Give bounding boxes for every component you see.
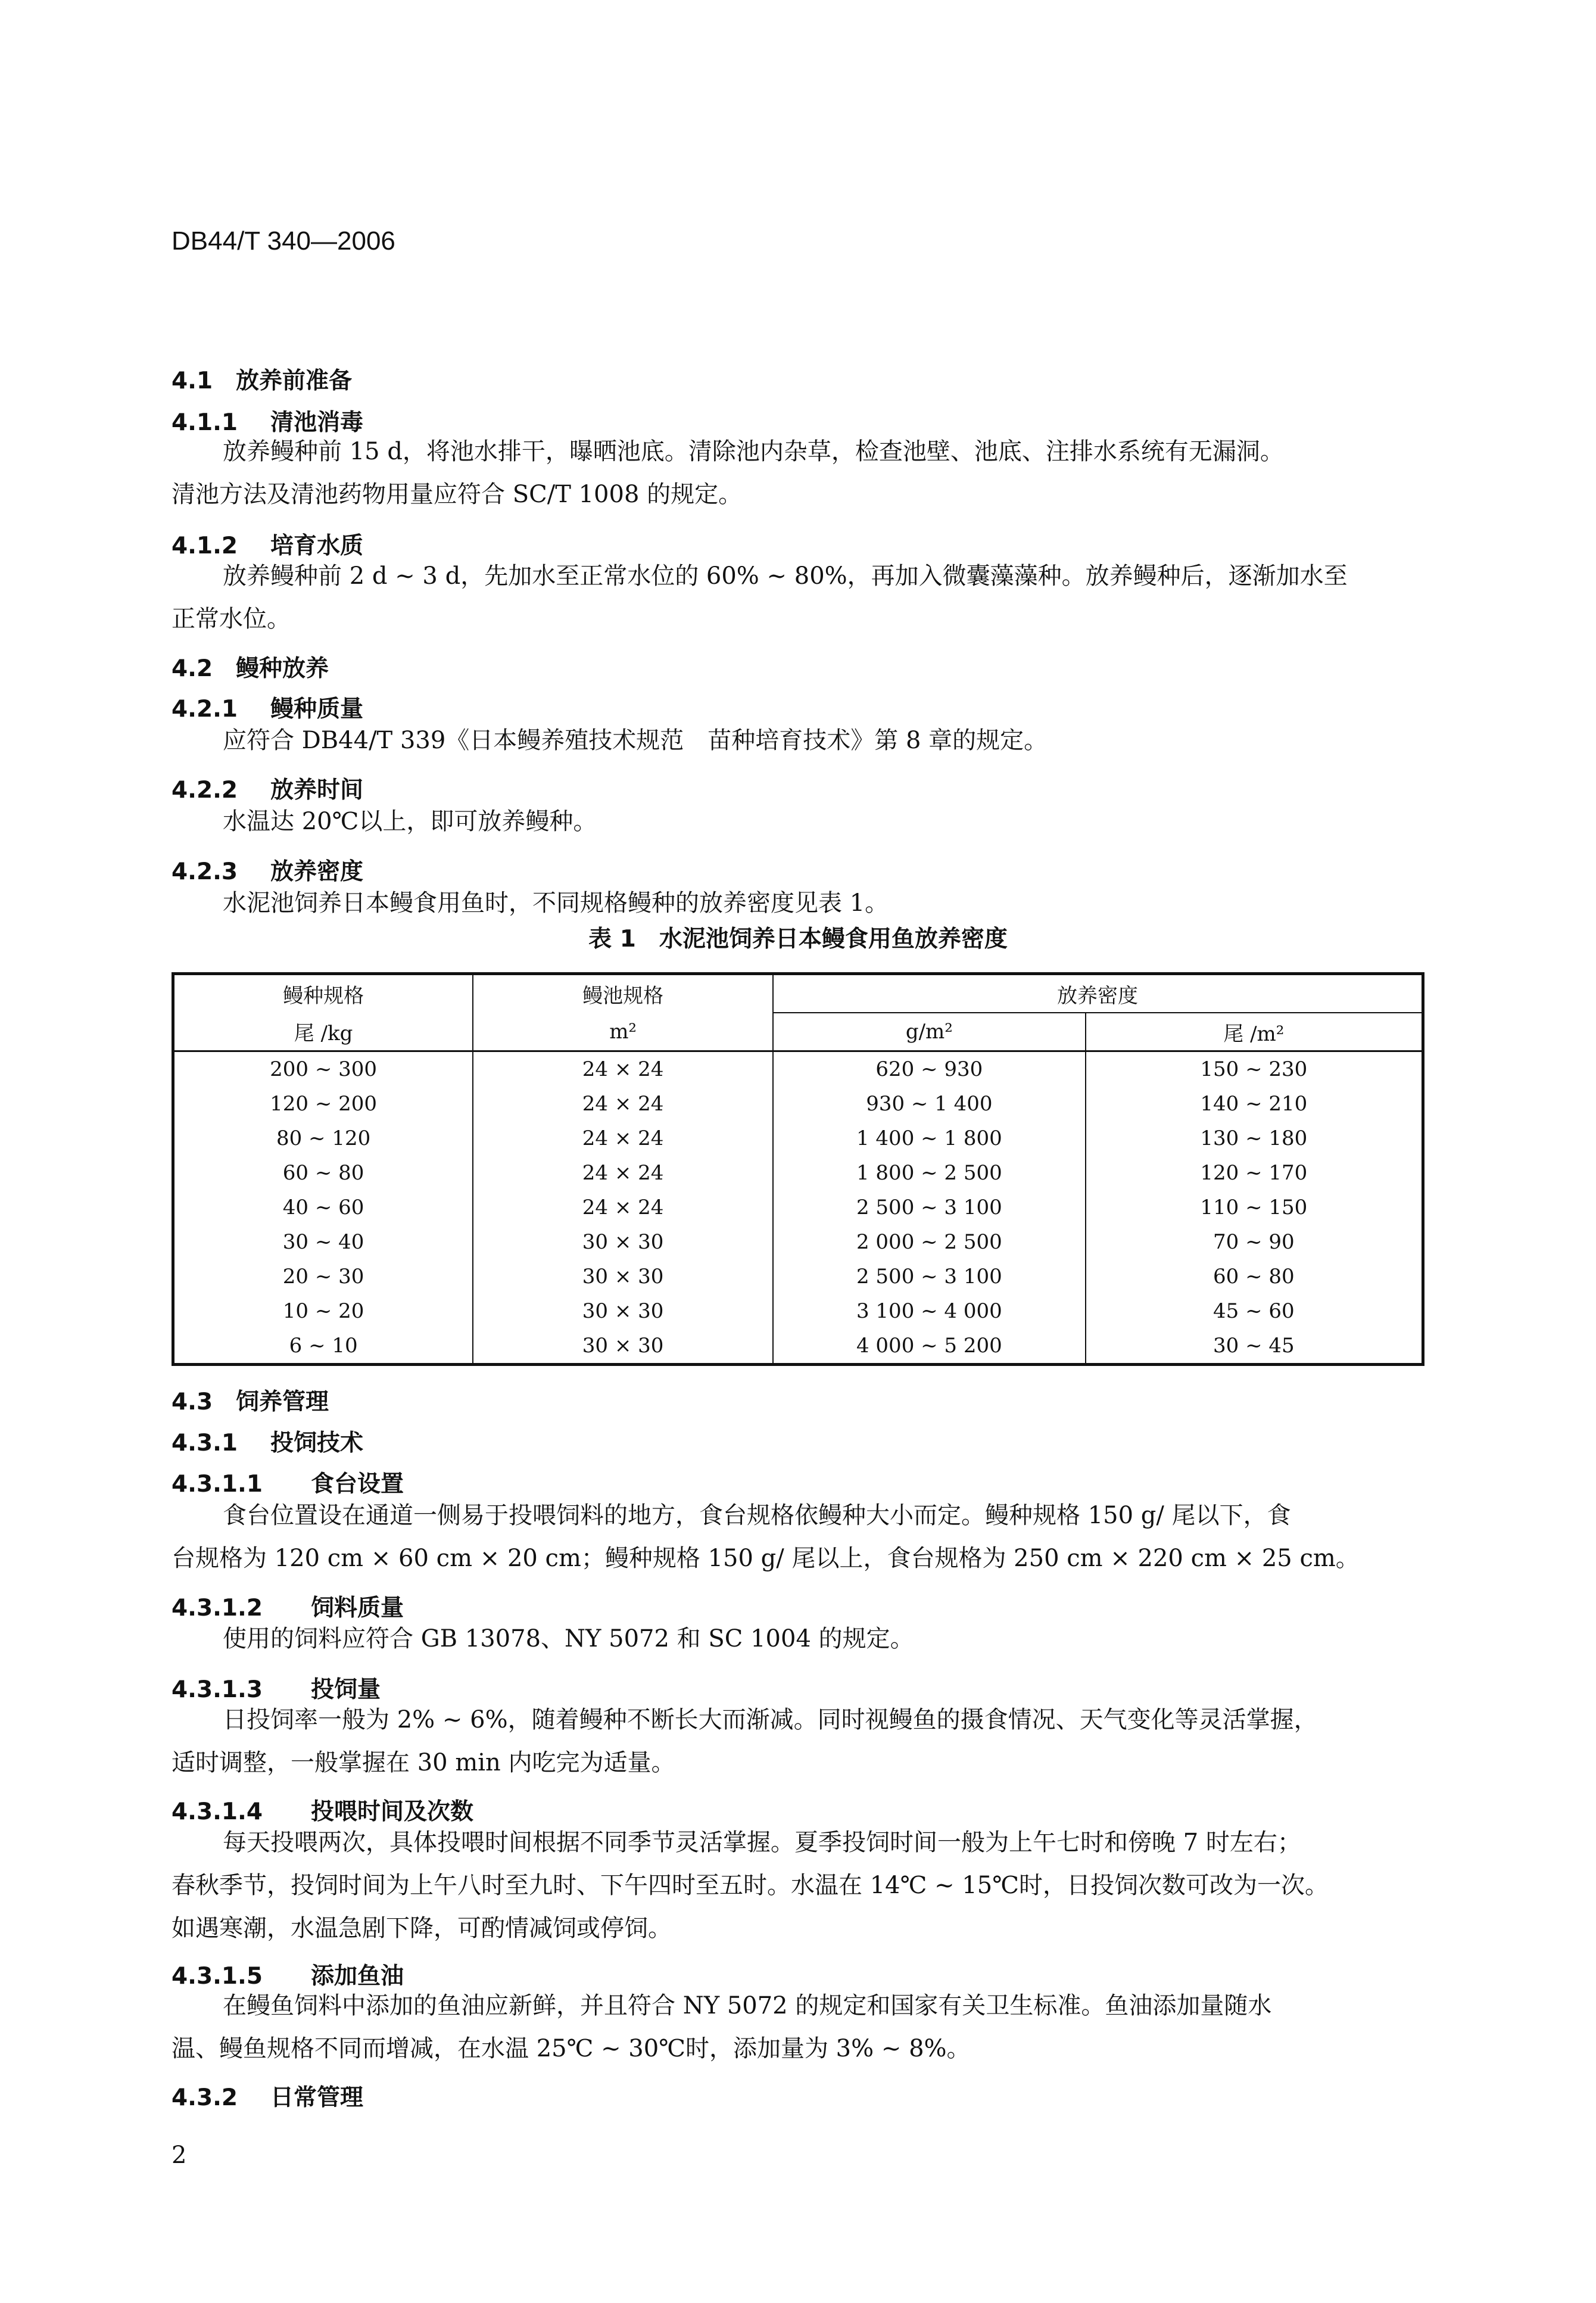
standard-number: DB44/T 340—2006 (172, 226, 395, 256)
text-line: 水温达 20℃以上，即可放养鳗种。 (223, 808, 597, 835)
text-line: 如遇寒潮，水温急剧下降，可酌情减饲或停饲。 (172, 1915, 672, 1942)
paragraph-4-3-1-3 (172, 1698, 1422, 1784)
table-cell: 24 × 24 (473, 1087, 773, 1121)
table-row (173, 1087, 1423, 1121)
table-cell: 45 ~ 60 (1086, 1294, 1423, 1328)
section-heading-4-3 (172, 1383, 329, 1417)
table-cell: 80 ~ 120 (173, 1121, 473, 1156)
section-title: 饲料质量 (311, 1595, 404, 1622)
section-title: 添加鱼油 (311, 1963, 404, 1990)
section-heading-4-2 (172, 650, 329, 683)
text-line: 放养鳗种前 2 d ~ 3 d，先加水至正常水位的 60% ~ 80%，再加入微囊藻藻种。放养鳗种后，逐渐加水至 (223, 562, 1348, 590)
section-number: 4.2 (172, 655, 213, 682)
text-line: 清池方法及清池药物用量应符合 SC/T 1008 的规定。 (172, 481, 743, 508)
table-row (173, 1225, 1423, 1259)
table-cell: 10 ~ 20 (173, 1294, 473, 1328)
table-cell: 30 × 30 (473, 1259, 773, 1294)
table-cell: 30 × 30 (473, 1328, 773, 1365)
header-unit-m2: m² (473, 1013, 773, 1051)
paragraph-4-2-2 (172, 800, 1422, 843)
header-pond-size: 鳗池规格 (473, 974, 773, 1013)
table-cell: 6 ~ 10 (173, 1328, 473, 1365)
paragraph-4-3-1-2 (172, 1617, 1422, 1660)
stocking-density-table (172, 972, 1424, 1366)
section-heading-4-3-1 (172, 1424, 363, 1458)
section-heading-4-1 (172, 362, 352, 396)
text-line: 应符合 DB44/T 339《日本鳗养殖技术规范 苗种培育技术》第 8 章的规定。 (223, 727, 1048, 754)
table-row (173, 1328, 1423, 1365)
text-line: 春秋季节，投饲时间为上午八时至九时、下午四时至五时。水温在 14℃ ~ 15℃时，日投饲次数可改为一次。 (172, 1872, 1329, 1899)
table-cell: 40 ~ 60 (173, 1190, 473, 1225)
table-cell: 30 ~ 45 (1086, 1328, 1423, 1365)
section-title: 饲养管理 (236, 1389, 329, 1415)
section-number: 4.3.1 (172, 1430, 238, 1457)
table-cell: 60 ~ 80 (1086, 1259, 1423, 1294)
table-cell: 30 × 30 (473, 1225, 773, 1259)
section-number: 4.2.1 (172, 696, 238, 723)
text-line: 使用的饲料应符合 GB 13078、NY 5072 和 SC 1004 的规定。 (223, 1625, 914, 1652)
table-cell: 20 ~ 30 (173, 1259, 473, 1294)
header-stocking-density: 放养密度 (773, 974, 1423, 1013)
text-line: 食台位置设在通道一侧易于投喂饲料的地方，食台规格依鳗种大小而定。鳗种规格 150 g/ 尾以下，食 (223, 1502, 1291, 1529)
section-number: 4.3.1.5 (172, 1963, 263, 1990)
table-cell: 930 ~ 1 400 (773, 1087, 1086, 1121)
table-row (173, 1051, 1423, 1087)
text-line: 适时调整，一般掌握在 30 min 内吃完为适量。 (172, 1749, 675, 1776)
section-title: 清池消毒 (270, 409, 364, 436)
paragraph-4-3-1-1 (172, 1494, 1422, 1580)
table-cell: 130 ~ 180 (1086, 1121, 1423, 1156)
section-number: 4.2.3 (172, 858, 238, 885)
table-cell: 1 400 ~ 1 800 (773, 1121, 1086, 1156)
section-number: 4.3.1.3 (172, 1676, 263, 1703)
table-cell: 620 ~ 930 (773, 1051, 1086, 1087)
text-line: 日投饲率一般为 2% ~ 6%，随着鳗种不断长大而渐减。同时视鳗鱼的摄食情况、天气变化等灵活掌握， (223, 1706, 1318, 1734)
table-cell: 120 ~ 170 (1086, 1156, 1423, 1190)
header-unit-tail-per-kg: 尾 /kg (173, 1013, 473, 1051)
section-number: 4.2.2 (172, 777, 238, 804)
section-heading-4-3-2 (172, 2079, 363, 2112)
section-title: 放养时间 (270, 777, 364, 804)
table-caption: 表 1 水泥池饲养日本鳗食用鱼放养密度 (588, 926, 1008, 953)
paragraph-4-2-1 (172, 719, 1422, 762)
header-eel-size: 鳗种规格 (173, 974, 473, 1013)
table-cell: 200 ~ 300 (173, 1051, 473, 1087)
paragraph-4-3-1-5 (172, 1984, 1422, 2070)
table-row (173, 1259, 1423, 1294)
table-cell: 1 800 ~ 2 500 (773, 1156, 1086, 1190)
section-number: 4.3.1.1 (172, 1471, 263, 1498)
section-number: 4.1 (172, 368, 213, 394)
text-line: 在鳗鱼饲料中添加的鱼油应新鲜，并且符合 NY 5072 的规定和国家有关卫生标准。鱼油添加量随水 (223, 1992, 1272, 2019)
paragraph-4-1-2 (172, 555, 1422, 640)
table-row (173, 1294, 1423, 1328)
table-cell: 140 ~ 210 (1086, 1087, 1423, 1121)
paragraph-4-3-1-4 (172, 1821, 1422, 1950)
section-number: 4.3 (172, 1389, 213, 1415)
text-line: 水泥池饲养日本鳗食用鱼时，不同规格鳗种的放养密度见表 1。 (223, 889, 889, 917)
table-cell: 120 ~ 200 (173, 1087, 473, 1121)
section-title: 食台设置 (311, 1471, 404, 1498)
table-row (173, 1190, 1423, 1225)
header-unit-tail-per-m2: 尾 /m² (1086, 1013, 1423, 1051)
section-title: 鳗种放养 (236, 655, 329, 682)
table-cell: 2 500 ~ 3 100 (773, 1259, 1086, 1294)
section-number: 4.1.2 (172, 533, 238, 559)
table-cell: 4 000 ~ 5 200 (773, 1328, 1086, 1365)
section-title: 日常管理 (270, 2084, 364, 2111)
section-number: 4.3.1.2 (172, 1595, 263, 1622)
table-row (173, 1121, 1423, 1156)
table-cell: 24 × 24 (473, 1156, 773, 1190)
section-number: 4.3.2 (172, 2084, 238, 2111)
table-cell: 24 × 24 (473, 1190, 773, 1225)
table-cell: 60 ~ 80 (173, 1156, 473, 1190)
header-unit-g-per-m2: g/m² (773, 1013, 1086, 1051)
section-title: 培育水质 (270, 533, 364, 559)
table-cell: 2 000 ~ 2 500 (773, 1225, 1086, 1259)
table-cell: 2 500 ~ 3 100 (773, 1190, 1086, 1225)
table-cell: 3 100 ~ 4 000 (773, 1294, 1086, 1328)
section-number: 4.1.1 (172, 409, 238, 436)
table-cell: 110 ~ 150 (1086, 1190, 1423, 1225)
text-line: 每天投喂两次，具体投喂时间根据不同季节灵活掌握。夏季投饲时间一般为上午七时和傍晚 7 时左右； (223, 1829, 1301, 1856)
text-line: 放养鳗种前 15 d，将池水排干，曝晒池底。清除池内杂草，检查池壁、池底、注排水系统有无漏洞。 (223, 438, 1284, 465)
section-number: 4.3.1.4 (172, 1798, 263, 1825)
text-line: 台规格为 120 cm × 60 cm × 20 cm；鳗种规格 150 g/ 尾以上，食台规格为 250 cm × 220 cm × 25 cm。 (172, 1545, 1360, 1572)
paragraph-4-2-3 (172, 882, 1422, 925)
section-title: 投饲量 (311, 1676, 381, 1703)
table-row (173, 1156, 1423, 1190)
paragraph-4-1-1 (172, 430, 1422, 516)
section-title: 鳗种质量 (270, 696, 364, 723)
table-cell: 24 × 24 (473, 1051, 773, 1087)
section-title: 投喂时间及次数 (311, 1798, 474, 1825)
table-cell: 30 × 30 (473, 1294, 773, 1328)
section-title: 投饲技术 (270, 1430, 364, 1457)
table-cell: 150 ~ 230 (1086, 1051, 1423, 1087)
section-title: 放养前准备 (236, 368, 353, 394)
page-number: 2 (172, 2142, 187, 2169)
section-title: 放养密度 (270, 858, 364, 885)
text-line: 温、鳗鱼规格不同而增减，在水温 25℃ ~ 30℃时，添加量为 3% ~ 8%。 (172, 2035, 971, 2062)
table-cell: 30 ~ 40 (173, 1225, 473, 1259)
text-line: 正常水位。 (172, 605, 291, 633)
table-cell: 70 ~ 90 (1086, 1225, 1423, 1259)
table-cell: 24 × 24 (473, 1121, 773, 1156)
